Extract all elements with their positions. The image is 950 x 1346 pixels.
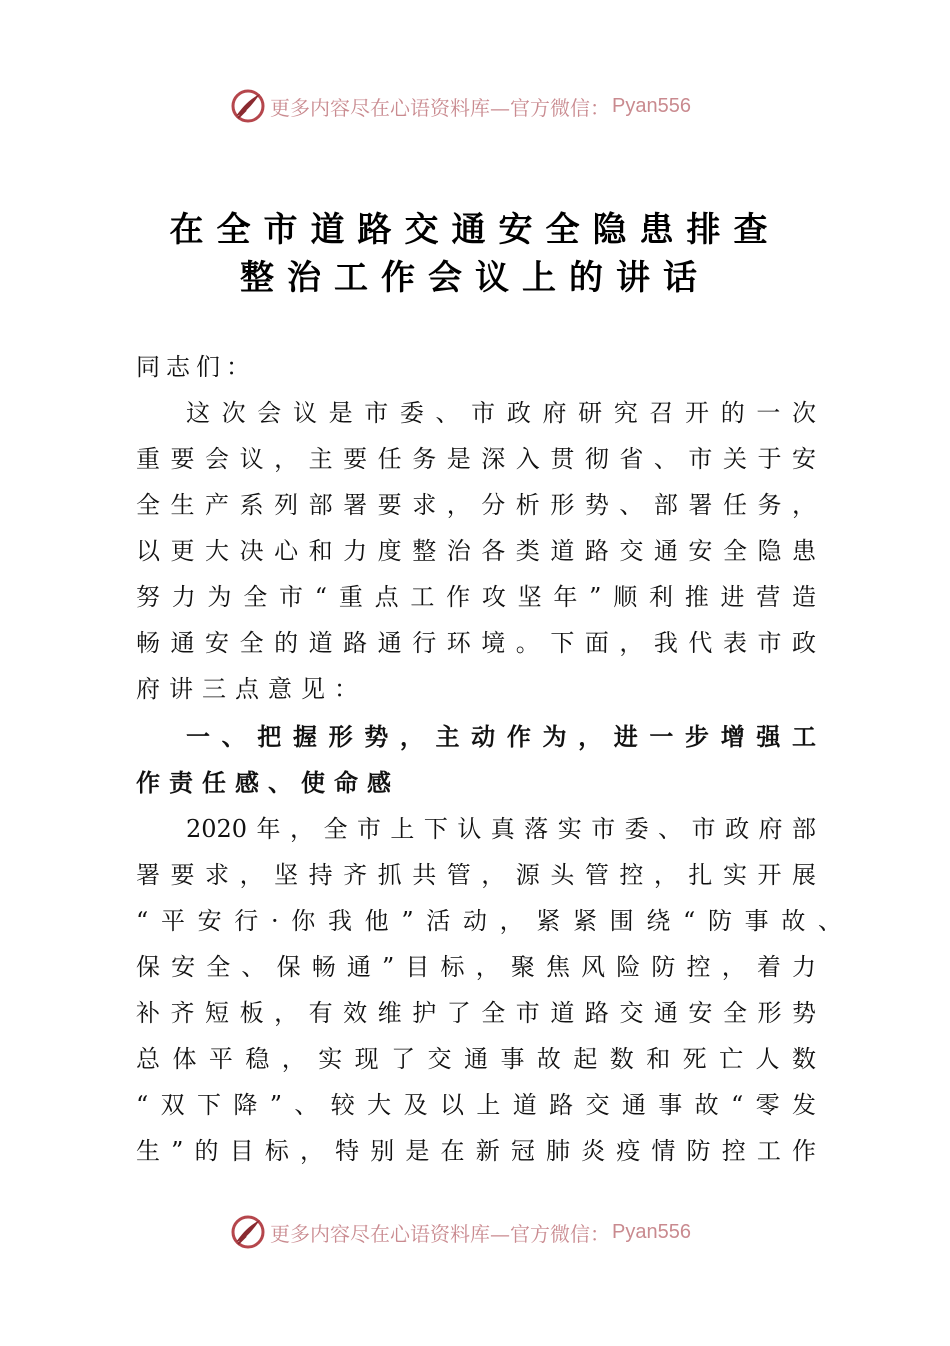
quill-logo-icon [230,1214,266,1250]
document-title-line-2: 整治工作会议上的讲话 [240,258,710,298]
salutation: 同志们： [136,353,256,381]
body-line: 生”的目标，特别是在新冠肺炎疫情防控工作 [136,1137,816,1165]
header-banner [230,86,691,126]
body-line: 全生产系列部署要求，分析形势、部署任务， [136,491,816,519]
body-line: “平安行·你我他”活动，紧紧围绕“防事故、 [136,907,842,935]
body-line: 府讲三点意见： [136,675,367,703]
body-line: 努力为全市“重点工作攻坚年”顺利推进营造 [136,583,816,611]
section-heading: 一、把握形势，主动作为，进一步增强工 [186,723,816,751]
body-line: 2020年，全市上下认真落实市委、市政府部 [186,815,816,843]
body-line: “双下降”、较大及以上道路交通事故“零发 [136,1091,816,1119]
quill-logo-icon [230,88,266,124]
body-line: 补齐短板，有效维护了全市道路交通安全形势 [136,999,816,1027]
document-title-line-1: 在全市道路交通安全隐患排查 [169,210,781,250]
footer-banner [230,1212,691,1252]
banner-wechat-id: Pyan556 [612,1220,691,1243]
body-line: 畅通安全的道路通行环境。下面，我代表市政 [136,629,816,657]
body-line: 总体平稳，实现了交通事故起数和死亡人数 [136,1045,816,1073]
body-line: 保安全、保畅通”目标，聚焦风险防控，着力 [136,953,816,981]
banner-wechat-id: Pyan556 [612,94,691,117]
body-line: 署要求，坚持齐抓共管，源头管控，扎实开展 [136,861,816,889]
body-line: 这次会议是市委、市政府研究召开的一次 [186,399,816,427]
section-heading: 作责任感、使命感 [136,769,400,797]
body-line: 以更大决心和力度整治各类道路交通安全隐患 [136,537,816,565]
banner-text: 更多内容尽在心语资料库—官方微信： [270,1221,610,1246]
body-line: 重要会议，主要任务是深入贯彻省、市关于安 [136,445,816,473]
banner-text: 更多内容尽在心语资料库—官方微信： [270,95,610,120]
